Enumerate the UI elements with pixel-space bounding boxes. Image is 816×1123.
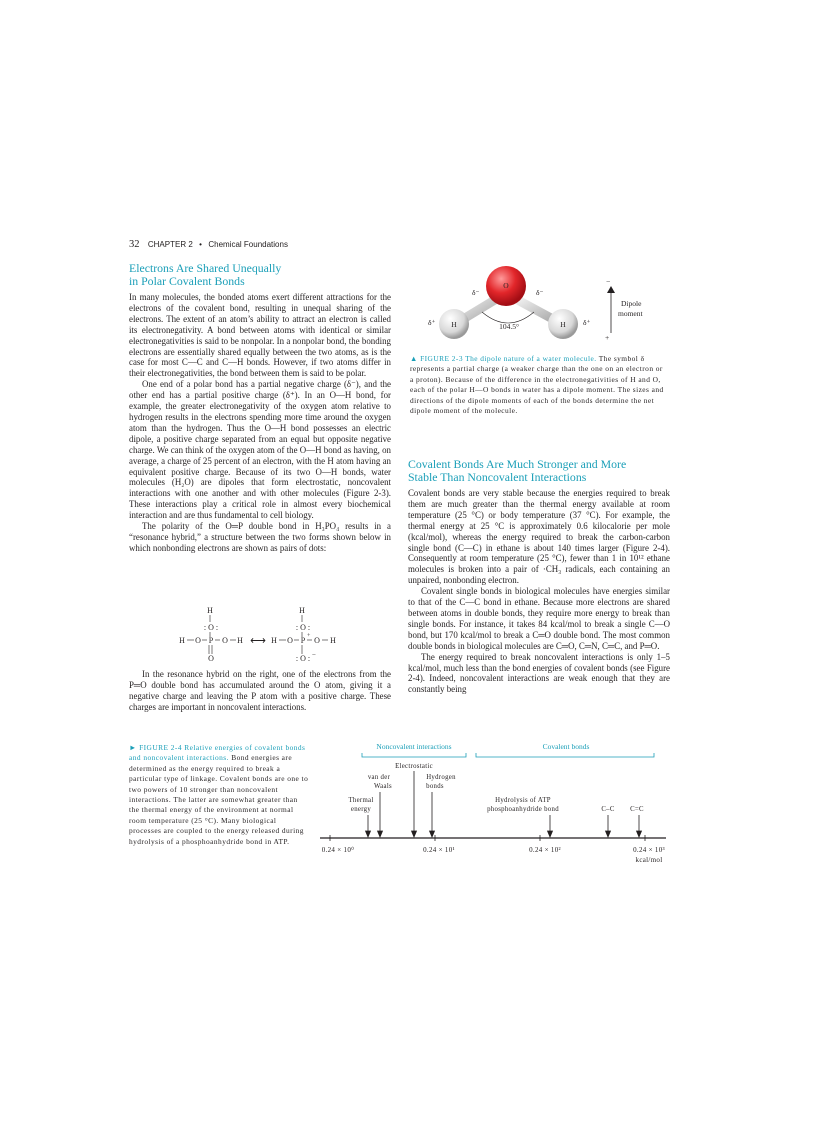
- left-column-text-top: [129, 292, 391, 554]
- section-heading-polar: [129, 262, 281, 288]
- lone-pair: :: [295, 654, 299, 663]
- h-atom: H: [207, 606, 213, 615]
- p-atom: P: [208, 636, 214, 645]
- electrostatic-arrowhead: [412, 831, 417, 837]
- o-atom: O: [208, 623, 214, 632]
- paragraph: In the resonance hybrid on the right, one of the electrons from the P═O double bond has accumulated around the O atom, giving it a negative charge and leaving the P atom with a positive charge. These charges are important in noncovalent interactions.: [129, 669, 391, 712]
- caption-body: Bond energies are determined as the energy required to break a particular type of linkage. Covalent bonds are one to two powers of 10 stronger than noncovalent interactions. The latter are somewhat greater than the thermal energy of the environment at normal room temperature (25 °C). Many biological processes are coupled to the energy released during hydrolysis of a phosphoanhydride bond in ATP.: [129, 753, 309, 846]
- water-molecule-figure: [410, 262, 670, 350]
- h-atom: H: [179, 636, 185, 645]
- chapter-label: CHAPTER 2: [147, 240, 193, 249]
- p-atom: P: [300, 636, 306, 645]
- delta-minus-label: δ⁻: [536, 288, 544, 297]
- caption-triangle-icon: ►: [129, 743, 137, 752]
- hbond-arrowhead: [430, 831, 435, 837]
- plus-end: +: [605, 333, 610, 342]
- vdw-label: van der: [367, 774, 391, 781]
- atp-label: Hydrolysis of ATP: [495, 797, 551, 804]
- tick-label: 0.24 × 10⁰: [321, 846, 355, 854]
- paragraph: Covalent bonds are very stable because the energies required to break them are much greater than the thermal energy available at room temperature (25 °C) or body temperature (37 °C). For example, the thermal energy at 25 °C is approximately 0.6 kilocalorie per mole (kcal/mol), whereas the energy required to break the carbon-carbon single bond (C—C) in ethane is about 140 times larger (Figure 2-4). Consequently at room temperature (25 °C), fewer than 1 in 10¹² ethane molecules is broken into a pair of ·CH₃ radicals, each containing an unpaired, nonbonding electron.: [408, 488, 670, 586]
- oxygen-label: O: [503, 281, 509, 290]
- o-atom: O: [195, 636, 201, 645]
- thermal-label: Thermal: [348, 797, 374, 804]
- hbond-label: Hydrogen: [426, 774, 456, 781]
- c2c-label: C=C: [630, 806, 644, 813]
- header-separator: •: [199, 240, 202, 249]
- minus-end: −: [606, 277, 611, 286]
- dipole-label: Dipole: [621, 299, 642, 308]
- delta-plus-label: δ⁺: [583, 318, 591, 327]
- heading-line: Electrons Are Shared Unequally: [129, 261, 282, 275]
- covalent-bracket: [476, 753, 654, 757]
- lone-pair: :: [295, 623, 299, 632]
- hydrogen-label: H: [451, 320, 457, 329]
- left-column-text-bottom: [129, 669, 391, 713]
- plus-charge: +: [307, 633, 311, 639]
- paragraph: Covalent single bonds in biological molecules have energies similar to that of the C—C bond in ethane. Because more electrons are shared between atoms in double bonds, they require more energy to break than single bonds. For instance, it takes 84 kcal/mol to break a single C—O bond, but 170 kcal/mol to break a C═O double bond. The most common double bonds in biological molecules are C═O, C═N, C═C, and P═O.: [408, 586, 670, 651]
- electrostatic-label: Electrostatic: [395, 763, 433, 770]
- caption-lead: FIGURE 2-4 Relative energies of covalent bonds and noncovalent interactions.: [129, 743, 306, 763]
- tick-label: 0.24 × 10²: [529, 846, 561, 854]
- right-column-text: [408, 488, 670, 695]
- heading-line: in Polar Covalent Bonds: [129, 274, 245, 288]
- energy-scale-figure: [310, 738, 675, 868]
- h-atom: H: [299, 606, 305, 615]
- page-number: 32: [129, 239, 140, 250]
- paragraph: The polarity of the O═P double bond in H₃PO₄ results in a “resonance hybrid,” a structure between the two forms shown below in which nonbonding electrons are shown as pairs of dots:: [129, 521, 391, 553]
- caption-triangle-icon: ▲: [410, 354, 418, 363]
- o-atom: O: [222, 636, 228, 645]
- cc-arrowhead: [606, 831, 611, 837]
- lone-pair: :: [307, 654, 311, 663]
- chapter-title: Chemical Foundations: [208, 240, 288, 249]
- figure-2-4-caption: [129, 743, 309, 847]
- lone-pair: :: [215, 623, 219, 632]
- dipole-label: moment: [618, 309, 643, 318]
- atp-arrowhead: [548, 831, 553, 837]
- resonance-structures: [170, 604, 350, 666]
- lone-pair: :: [307, 623, 311, 632]
- caption-lead: FIGURE 2-3 The dipole nature of a water molecule.: [420, 354, 597, 363]
- dipole-arrow-head: [607, 286, 615, 293]
- unit-label: kcal/mol: [635, 856, 663, 864]
- minus-charge: −: [312, 651, 316, 659]
- tick-label: 0.24 × 10³: [633, 846, 665, 854]
- atp-label: phosphoanhydride bond: [487, 806, 559, 813]
- delta-plus-label: δ⁺: [428, 318, 436, 327]
- paragraph: One end of a polar bond has a partial negative charge (δ⁻), and the other end has a partial positive charge (δ⁺). In an O—H bond, for example, the greater electronegativity of the oxygen atom relative to hydrogen results in the electrons spending more time around the oxygen atom than the hydrogen. Thus the O—H bond possesses an electric dipole, a positive charge separated from an equal but opposite negative charge. We can think of the oxygen atom of the O—H bond as having, on average, a charge of 25 percent of an electron, with the H atom having an equivalent positive charge. Because of its two O—H bonds, water molecules (H₂O) are dipoles that form electrostatic, noncovalent interactions with one another and with other molecules (Figure 2-3). These interactions play a critical role in almost every biochemical interaction and are thus fundamental to cell biology.: [129, 379, 391, 521]
- heading-line: Stable Than Noncovalent Interactions: [408, 470, 587, 484]
- caption-body: The symbol δ represents a partial charge (a weaker charge than the one on an electron or a proton). Because of the difference in the electronegativities of H and O, each of the polar H—O bonds in water has a dipole moment. The sizes and directions of the dipole moments of each of the bonds determine the net dipole moment of the molecule.: [410, 354, 664, 416]
- noncovalent-bracket: [362, 753, 466, 757]
- heading-line: Covalent Bonds Are Much Stronger and More: [408, 457, 627, 471]
- resonance-arrow: ⟷: [250, 635, 266, 647]
- hydrogen-label: H: [560, 320, 566, 329]
- bond-angle-label: 104.5°: [499, 322, 519, 331]
- noncovalent-group-label: Noncovalent interactions: [376, 742, 452, 751]
- paragraph: In many molecules, the bonded atoms exert different attractions for the electrons of the covalent bond, resulting in unequal sharing of the electrons. The extent of an atom’s ability to attract an electron is called its electronegativity. A bond between atoms with identical or similar electronegativities is said to be nonpolar. In a nonpolar bond, the bonding electrons are essentially shared equally between the two atoms, as is the case for most C—C and C—H bonds. However, if two atoms differ in their electronegativities, the bond between them is said to be polar.: [129, 292, 391, 379]
- vdw-label: Waals: [374, 783, 392, 790]
- figure-2-3-caption: [410, 354, 668, 416]
- section-heading-covalent: [408, 458, 626, 484]
- h-atom: H: [330, 636, 336, 645]
- running-header: [129, 239, 288, 250]
- o-atom: O: [287, 636, 293, 645]
- o-atom: O: [300, 623, 306, 632]
- cc-label: C–C: [601, 806, 615, 813]
- o-atom: O: [208, 654, 214, 663]
- h-atom: H: [271, 636, 277, 645]
- vdw-arrowhead: [378, 831, 383, 837]
- lone-pair: :: [203, 623, 207, 632]
- thermal-arrowhead: [366, 831, 371, 837]
- thermal-label: energy: [350, 806, 372, 813]
- hbond-label: bonds: [426, 783, 444, 790]
- o-atom: O: [300, 654, 306, 663]
- delta-minus-label: δ⁻: [472, 288, 480, 297]
- h-atom: H: [237, 636, 243, 645]
- paragraph: The energy required to break noncovalent interactions is only 1–5 kcal/mol, much less than the bond energies of covalent bonds (see Figure 2-4). Indeed, noncovalent interactions are weak enough that they are constantly being: [408, 651, 670, 695]
- o-atom: O: [314, 636, 320, 645]
- c2c-arrowhead: [637, 831, 642, 837]
- tick-label: 0.24 × 10¹: [423, 846, 455, 854]
- covalent-group-label: Covalent bonds: [542, 742, 590, 751]
